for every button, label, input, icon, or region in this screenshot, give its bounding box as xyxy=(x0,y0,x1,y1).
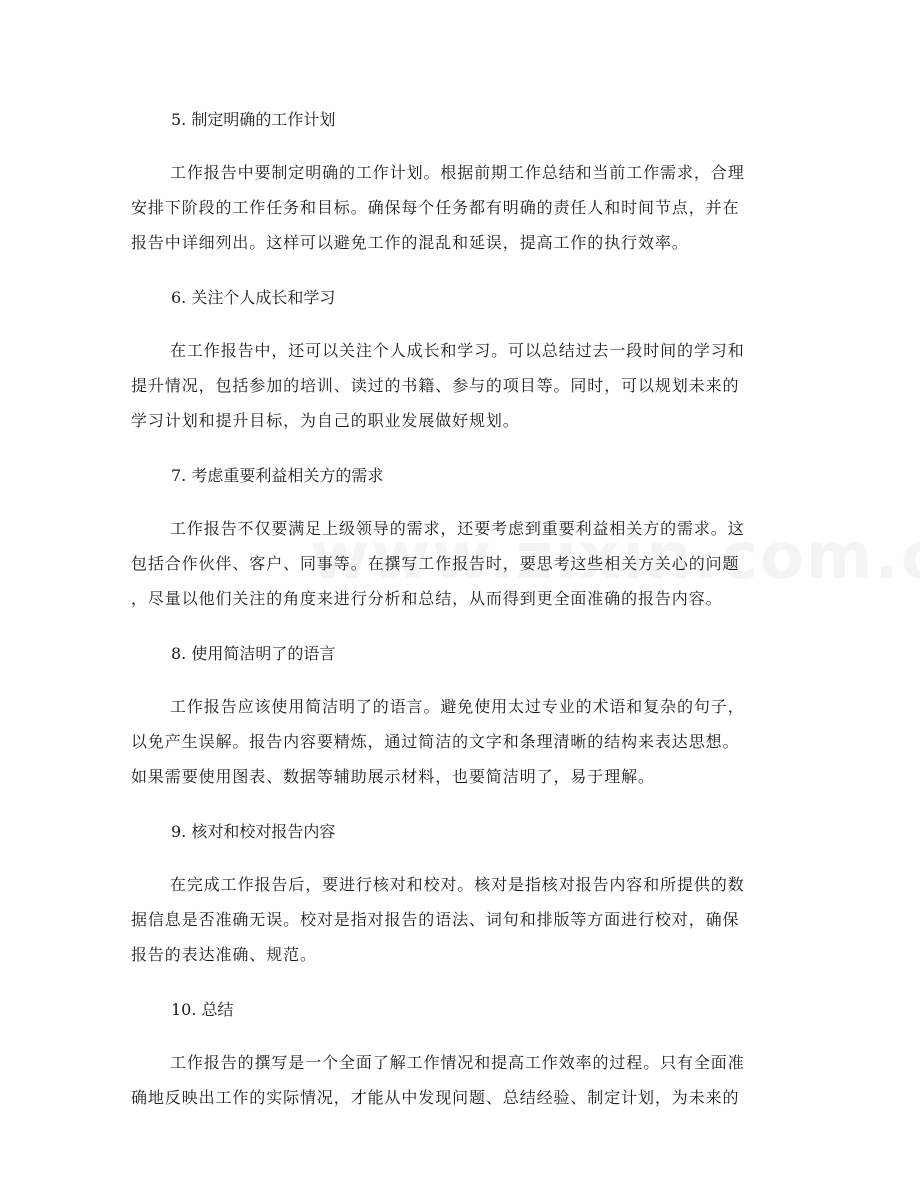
paragraph-line: 包括合作伙伴、客户、同事等。在撰写工作报告时，要思考这些相关方关心的问题 xyxy=(131,554,740,573)
section-paragraph xyxy=(131,155,791,260)
paragraph-line: 如果需要使用图表、数据等辅助展示材料，也要简洁明了，易于理解。 xyxy=(131,767,655,786)
paragraph-line: 提升情况，包括参加的培训、读过的书籍、参与的项目等。同时，可以规划未来的 xyxy=(131,376,740,395)
section-paragraph xyxy=(131,867,791,972)
section-paragraph xyxy=(131,511,791,616)
section-paragraph xyxy=(131,1045,791,1115)
section-10 xyxy=(131,992,791,1115)
paragraph-line: 报告中详细列出。这样可以避免工作的混乱和延误，提高工作的执行效率。 xyxy=(131,233,689,252)
section-paragraph xyxy=(131,689,791,794)
section-heading: 5. 制定明确的工作计划 xyxy=(171,110,336,129)
section-9 xyxy=(131,814,791,972)
section-5 xyxy=(131,102,791,260)
section-heading: 9. 核对和校对报告内容 xyxy=(171,822,336,841)
paragraph-line: 据信息是否准确无误。校对是指对报告的语法、词句和排版等方面进行校对，确保 xyxy=(131,910,740,929)
section-heading: 10. 总结 xyxy=(171,1000,234,1019)
paragraph-line: 在工作报告中，还可以关注个人成长和学习。可以总结过去一段时间的学习和 xyxy=(170,341,745,360)
paragraph-line: 在完成工作报告后，要进行核对和校对。核对是指核对报告内容和所提供的数 xyxy=(170,875,745,894)
section-6 xyxy=(131,280,791,438)
paragraph-line: 工作报告的撰写是一个全面了解工作情况和提高工作效率的过程。只有全面准 xyxy=(170,1053,745,1072)
paragraph-line: 以免产生误解。报告内容要精炼，通过简洁的文字和条理清晰的结构来表达思想。 xyxy=(131,732,740,751)
paragraph-line: 学习计划和提升目标，为自己的职业发展做好规划。 xyxy=(131,411,520,430)
paragraph-line: 安排下阶段的工作任务和目标。确保每个任务都有明确的责任人和时间节点，并在 xyxy=(131,198,740,217)
paragraph-line: ，尽量以他们关注的角度来进行分析和总结，从而得到更全面准确的报告内容。 xyxy=(131,589,723,608)
paragraph-line: 报告的表达准确、规范。 xyxy=(131,945,317,964)
section-heading: 7. 考虑重要利益相关方的需求 xyxy=(171,466,384,485)
paragraph-line: 确地反映出工作的实际情况，才能从中发现问题、总结经验、制定计划，为未来的 xyxy=(131,1088,740,1107)
paragraph-line: 工作报告不仅要满足上级领导的需求，还要考虑到重要利益相关方的需求。这 xyxy=(170,519,745,538)
paragraph-line: 工作报告应该使用简洁明了的语言。避免使用太过专业的术语和复杂的句子， xyxy=(170,697,745,716)
section-paragraph xyxy=(131,333,791,438)
paragraph-line: 工作报告中要制定明确的工作计划。根据前期工作总结和当前工作需求，合理 xyxy=(170,163,745,182)
section-heading: 6. 关注个人成长和学习 xyxy=(171,288,336,307)
document-body xyxy=(131,102,791,1115)
section-7 xyxy=(131,458,791,616)
section-heading: 8. 使用简洁明了的语言 xyxy=(171,644,336,663)
section-8 xyxy=(131,636,791,794)
